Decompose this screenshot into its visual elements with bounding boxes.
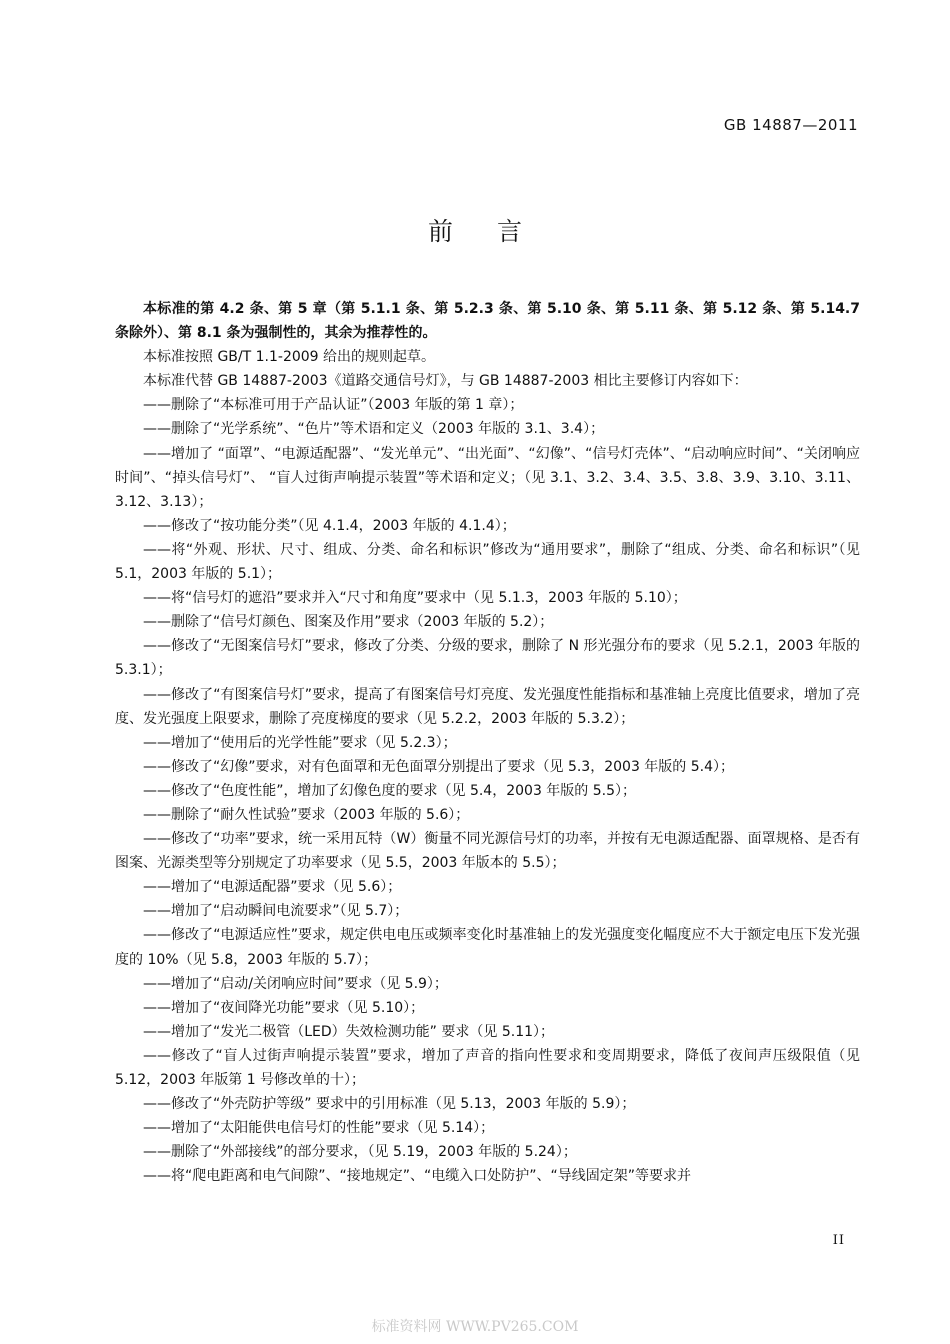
foreword-body [115,297,860,1188]
foreword-paragraph: ——增加了“太阳能供电信号灯的性能”要求（见 5.14）； [143,1120,495,1137]
foreword-paragraph: ——修改了“色度性能”，增加了幻像色度的要求（见 5.4，2003 年版的 5.5）； [143,782,637,799]
foreword-paragraph: ——增加了“使用后的光学性能”要求（见 5.2.3）； [143,734,457,751]
foreword-paragraph: ——增加了“发光二极管（LED）失效检测功能” 要求（见 5.11）； [143,1023,555,1040]
foreword-paragraph: ——删除了“信号灯颜色、图案及作用”要求（2003 年版的 5.2）； [143,614,554,631]
foreword-paragraph: ——增加了 “面罩”、“电源适配器”、“发光单元”、“出光面”、“幻像”、“信号灯壳体”、“启动响应时间”、“关闭响应时间”、“掉头信号灯”、 “盲人过街声响提示装置”等术语和定义；（见 3.1、3.2、3.4、3.5、3.8、3.9、3.10、3.11、3.12、3.13）； [115,445,860,510]
standard-number: GB 14887—2011 [723,116,858,134]
foreword-paragraph: 本标准代替 GB 14887-2003《道路交通信号灯》，与 GB 14887-2003 相比主要修订内容如下： [143,373,748,390]
foreword-paragraph: ——修改了“外壳防护等级” 要求中的引用标准（见 5.13，2003 年版的 5.9）； [143,1096,636,1113]
foreword-paragraph: ——增加了“电源适配器”要求（见 5.6）； [143,879,402,896]
watermark: 标准资料网 WWW.PV265.COM [371,1319,579,1335]
foreword-paragraph: ——修改了“按功能分类”（见 4.1.4，2003 年版的 4.1.4）； [143,517,516,534]
foreword-paragraph: ——修改了“无图案信号灯”要求，修改了分类、分级的要求，删除了 N 形光强分布的要求（见 5.2.1，2003 年版的 5.3.1）； [115,638,860,679]
foreword-paragraph: 本标准按照 GB/T 1.1-2009 给出的规则起草。 [143,349,436,366]
foreword-paragraph: ——删除了“本标准可用于产品认证”（2003 年版的第 1 章）； [143,397,524,414]
foreword-paragraph: ——修改了“电源适应性”要求，规定供电电压或频率变化时基准轴上的发光强度变化幅度应不大于额定电压下发光强度的 10%（见 5.8，2003 年版的 5.7）； [115,927,860,968]
foreword-paragraph: ——删除了“耐久性试验”要求（2003 年版的 5.6）； [143,806,470,823]
foreword-paragraph: ——增加了“夜间降光功能”要求（见 5.10）； [143,999,425,1016]
foreword-paragraph: ——删除了“光学系统”、“色片”等术语和定义（2003 年版的 3.1、3.4）； [143,421,605,438]
foreword-paragraph: ——修改了“有图案信号灯”要求，提高了有图案信号灯亮度、发光强度性能指标和基准轴上亮度比值要求，增加了亮度、发光强度上限要求，删除了亮度梯度的要求（见 5.2.2，2003 年版的 5.3.2）； [115,686,860,727]
foreword-paragraph: ——删除了“外部接线”的部分要求，（见 5.19，2003 年版的 5.24）； [143,1144,577,1161]
foreword-paragraph: ——修改了“盲人过街声响提示装置”要求，增加了声音的指向性要求和变周期要求，降低了夜间声压级限值（见 5.12，2003 年版第 1 号修改单的十）； [115,1047,860,1088]
foreword-paragraph: ——增加了“启动/关闭响应时间”要求（见 5.9）； [143,975,448,992]
page-number: II [832,1233,845,1248]
foreword-paragraph: 本标准的第 4.2 条、第 5 章（第 5.1.1 条、第 5.2.3 条、第 5.10 条、第 5.11 条、第 5.12 条、第 5.14.7 条除外）、第 8.1 条为强制性的，其余为推荐性的。 [115,301,860,342]
page-title: 前言 [427,217,566,246]
foreword-paragraph: ——增加了“启动瞬间电流要求”（见 5.7）； [143,903,409,920]
foreword-paragraph: ——修改了“幻像”要求，对有色面罩和无色面罩分别提出了要求（见 5.3，2003 年版的 5.4）； [143,758,735,775]
foreword-paragraph: ——将“爬电距离和电气间隙”、“接地规定”、“电缆入口处防护”、“导线固定架”等要求并 [143,1168,692,1185]
foreword-paragraph: ——将“信号灯的遮沿”要求并入“尺寸和角度”要求中（见 5.1.3，2003 年版的 5.10）； [143,590,687,607]
foreword-paragraph: ——将“外观、形状、尺寸、组成、分类、命名和标识”修改为“通用要求”，删除了“组成、分类、命名和标识”（见 5.1，2003 年版的 5.1）； [115,541,860,583]
foreword-paragraph: ——修改了“功率”要求，统一采用瓦特（W）衡量不同光源信号灯的功率，并按有无电源适配器、面罩规格、是否有图案、光源类型等分别规定了功率要求（见 5.5，2003 年版本的 5.5）； [115,831,860,872]
